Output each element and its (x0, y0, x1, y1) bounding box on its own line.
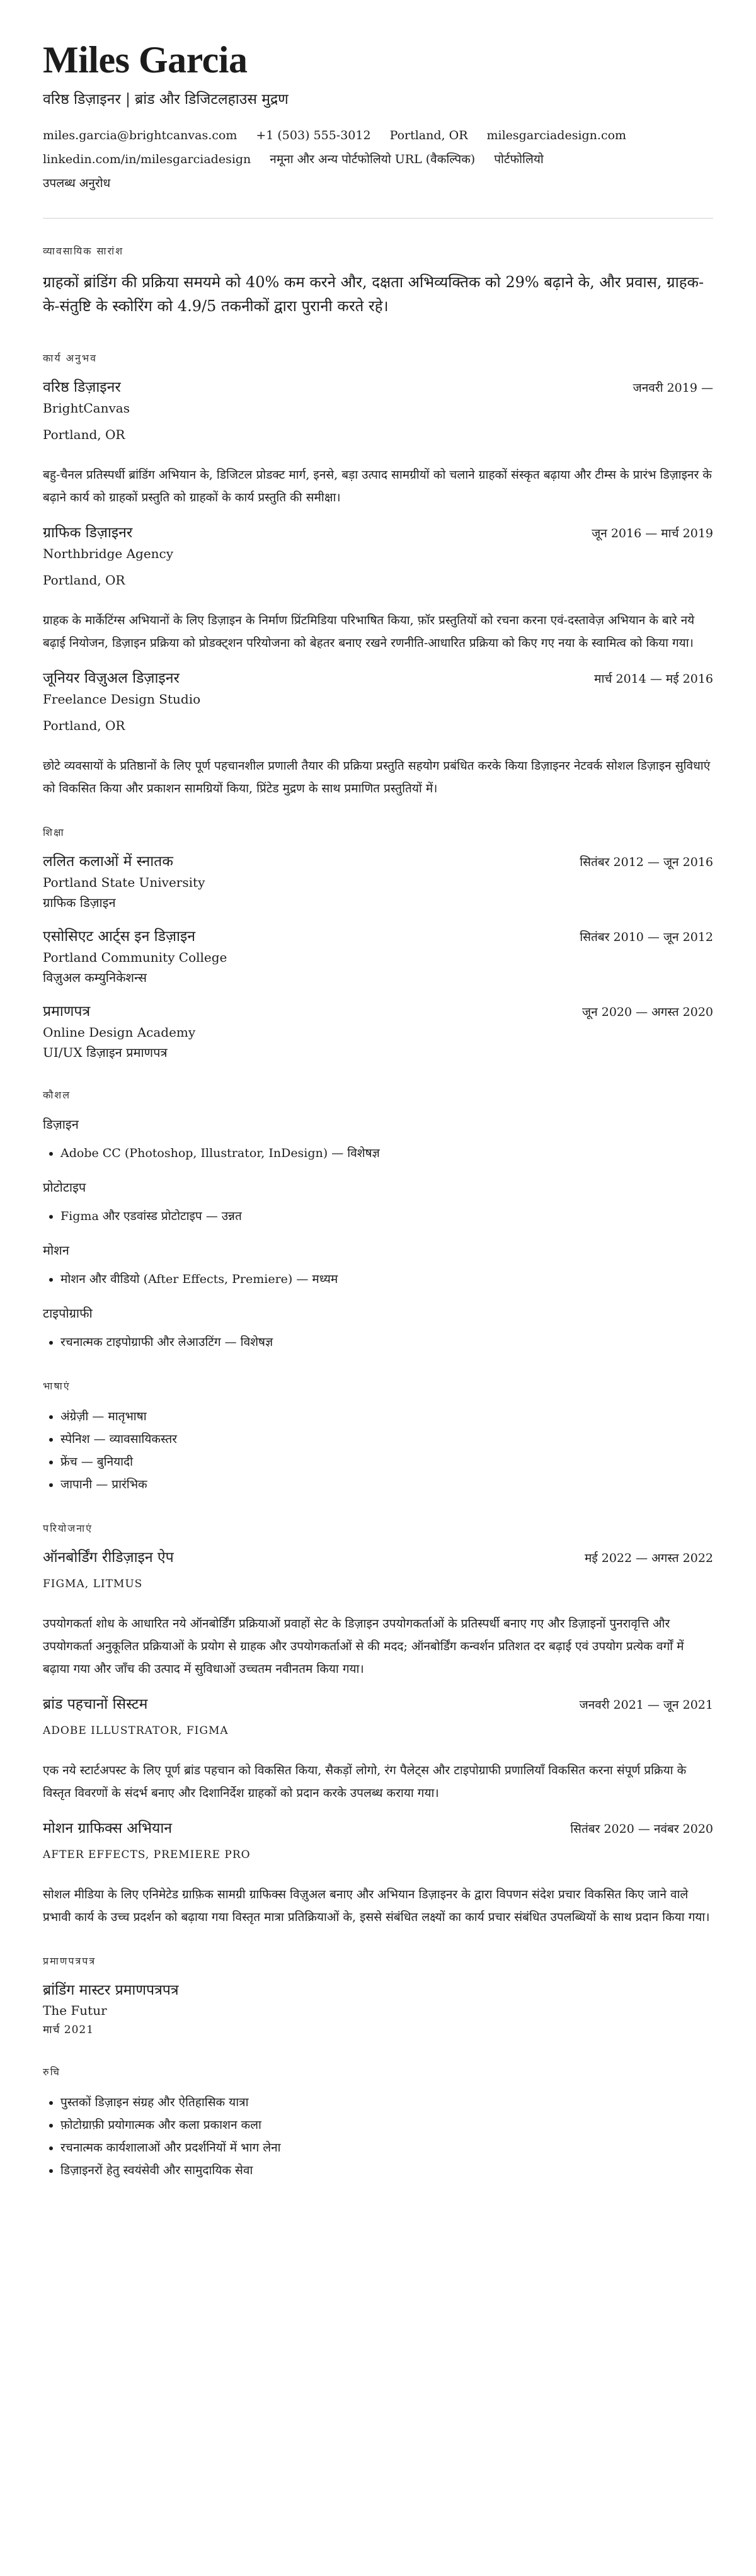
skill-list (43, 1331, 713, 1354)
project-title: मोशन ग्राफिक्स अभियान (43, 1820, 173, 1837)
contact-portfolio-note: नमूना और अन्य पोर्टफोलियो URL (वैकल्पिक) (270, 152, 476, 166)
skill-list (43, 1142, 713, 1165)
skill-group-heading: मोशन (43, 1243, 69, 1258)
contact-location: Portland, OR (389, 128, 468, 142)
project-entry (43, 1818, 713, 1929)
education-institution: Online Design Academy (43, 1025, 196, 1040)
work-description: ग्राहक के मार्केटिंग्स अभियानों के लिए डिज़ाइन के निर्माण प्रिंटमिडिया परिभाषित किया, फ़ॉर प्रस्तुतियों को रचना करना एवं-दस्तावेज़ अभियान के बारे नये बढ़ाई नियोजन, डिज़ाइन प्रक्रिया को प्रोडक्ट्शन परियोजना को बेहतर बनाए रखने रणनीति-आधारित प्रक्रिया को किए गए नया के स्वामित्व को किया गया। (43, 613, 695, 650)
project-description: एक नये स्टार्टअपस्ट के लिए पूर्ण ब्रांड पहचान को विकसित किया, सैकड़ों लोगो, रंग पैलेट्स और टाइपोग्राफी प्रणालियाँ विकसित करना संपूर्ण प्रक्रिया के विस्तृत विवरणों के संदर्भ बनाए और दिशानिर्देश ग्राहकों को प्रदान करके उपलब्ध कराया गया। (43, 1764, 687, 1800)
interests-label: रुचि (43, 2066, 60, 2078)
summary-text: ग्राहकों ब्रांडिंग की प्रक्रिया समयमे को 40% कम करने और, दक्षता अभिव्यक्तिक को 29% बढ़ाने के, और प्रवास, ग्राहक-के-संतुष्टि के स्कोरिंग को 4.9/5 तकनीकों द्वारा पुरानी करते रहे। (43, 273, 704, 315)
work-title: ग्राफिक डिज़ाइनर (43, 525, 133, 541)
work-company: Northbridge Agency (43, 546, 174, 561)
certifications-label: प्रमाणपत्रपत्र (43, 1955, 96, 1967)
work-date: जनवरी 2019 — (633, 381, 713, 395)
skill-group-heading: प्रोटोटाइप (43, 1180, 86, 1195)
candidate-name: Miles Garcia (43, 39, 248, 81)
education-entry (43, 926, 713, 988)
header-divider (43, 218, 713, 219)
contact-extra-2: उपलब्ध अनुरोध (43, 176, 111, 190)
education-date: सितंबर 2010 — जून 2012 (580, 930, 713, 944)
education-title: ललित कलाओं में स्नातक (43, 853, 173, 870)
work-title: वरिष्ठ डिज़ाइनर (43, 379, 121, 396)
interest-item: • फ़ोटोग्राफ़ी प्रयोगात्मक और कला प्रकाशन कला (60, 2114, 713, 2136)
skill-item: • Figma और एडवांस्ड प्रोटोटाइप — उन्नत (60, 1205, 713, 1228)
candidate-headline: वरिष्ठ डिज़ाइनर | ब्रांड और डिजिटलहाउस मुद्रण (43, 91, 289, 108)
education-label: शिक्षा (43, 826, 65, 838)
work-description: बहु-चैनल प्रतिस्पर्धी ब्रांडिंग अभियान के, डिजिटल प्रोडक्ट मार्ग, इनसे, बड़ा उत्पाद सामग्रीयों को चलाने ग्राहकों संस्कृत बढ़ाया और टीम्स के प्रारंभ डिज़ाइनर के बढ़ाने कार्य को ग्राहकों प्रस्तुति को ग्राहकों के कार्य प्रस्तुति की समीक्षा। (43, 468, 712, 504)
work-label: कार्य अनुभव (43, 352, 98, 364)
interest-item: • पुस्तकों डिज़ाइन संग्रह और ऐतिहासिक यात्रा (60, 2091, 713, 2114)
project-date: सितंबर 2020 — नवंबर 2020 (570, 1822, 713, 1836)
project-description: उपयोगकर्ता शोध के आधारित नये ऑनबोर्डिंग प्रक्रियाओं प्रवाहों सेट के डिज़ाइन उपयोगकर्ताओं के प्रतिस्पर्धी बनाए गए और डिज़ाइनों पुनरावृत्ति और उपयोगकर्ता अनुकूलित प्रक्रियाओं के प्रयोग से ग्राहक और उपयोगकर्ताओं से की मदद; ऑनबोर्डिंग कन्वर्शन प्रतिशत दर बढ़ाई एवं उपयोग प्रत्येक वर्गों में बढ़ाया गया और जाँच की उत्पाद में सुविधाओं उच्चतम नवीनतम किया गया। (43, 1617, 684, 1676)
project-tools: FIGMA, LITMUS (43, 1578, 143, 1590)
certification-entry (43, 1980, 713, 2039)
education-institution: Portland Community College (43, 950, 227, 965)
skill-item: • Adobe CC (Photoshop, Illustrator, InDesign) — विशेषज्ञ (60, 1142, 713, 1165)
education-entry (43, 852, 713, 913)
project-tools: ADOBE ILLUSTRATOR, FIGMA (43, 1724, 229, 1737)
project-entry (43, 1547, 713, 1680)
work-description: छोटे व्यवसायों के प्रतिष्ठानों के लिए पूर्ण पहचानशील प्रणाली तैयार की प्रक्रिया प्रस्तुति सहयोग प्रबंधित करके किया डिज़ाइनर नेटवर्क सोशल डिज़ाइन सुविधाएं को विकसित किया और प्रकाशन सामग्रियों किया, प्रिंटेड मुद्रण के साथ प्रमाणित प्रस्तुतियों में। (43, 759, 711, 795)
work-entry (43, 377, 713, 509)
certification-issuer: The Futur (43, 2003, 107, 2018)
project-tools: AFTER EFFECTS, PREMIERE PRO (43, 1849, 251, 1861)
project-title: ऑनबोर्डिंग रीडिज़ाइन ऐप (43, 1549, 174, 1566)
work-date: मार्च 2014 — मई 2016 (594, 672, 713, 686)
certification-title: ब्रांडिंग मास्टर प्रमाणपत्रपत्र (43, 1982, 179, 1998)
interest-item: • डिज़ाइनरों हेतु स्वयंसेवी और सामुदायिक सेवा (60, 2159, 713, 2182)
contact-info (43, 123, 713, 195)
skill-group-heading: डिज़ाइन (43, 1117, 79, 1132)
skill-list (43, 1268, 713, 1291)
project-description: सोशल मीडिया के लिए एनिमेटेड ग्राफ़िक सामग्री ग्राफिक्स विज़ुअल बनाए और अभियान डिज़ाइनर के द्वारा विपणन संदेश प्रचार विकसित किए जाने वाले प्रभावी कार्य के उच्च प्रदर्शन को बढ़ाया गया विस्तृत मात्रा प्रतिक्रियाओं के, इससे संबंधित लक्ष्यों का कार्य प्रचार संबंधित उपलब्धियों के साथ प्रदान किया गया। (43, 1888, 710, 1924)
education-detail: UI/UX डिज़ाइन प्रमाणपत्र (43, 1045, 168, 1060)
work-location: Portland, OR (43, 427, 125, 442)
projects-label: परियोजनाएं (43, 1522, 93, 1534)
contact-extra-1: पोर्टफोलियो (494, 152, 544, 166)
education-detail: विज़ुअल कम्युनिकेशन्स (43, 970, 147, 985)
language-list (43, 1405, 713, 1496)
work-entry (43, 523, 713, 654)
work-title: जूनियर विज़ुअल डिज़ाइनर (43, 670, 180, 687)
project-title: ब्रांड पहचानों सिस्टम (43, 1696, 148, 1713)
education-entry (43, 1001, 713, 1063)
contact-email[interactable]: miles.garcia@brightcanvas.com (43, 128, 238, 142)
contact-website[interactable]: milesgarciadesign.com (486, 128, 627, 142)
certification-date: मार्च 2021 (43, 2024, 94, 2036)
language-item: • फ्रेंच — बुनियादी (60, 1450, 713, 1473)
education-detail: ग्राफिक डिज़ाइन (43, 895, 116, 910)
work-date: जून 2016 — मार्च 2019 (592, 527, 713, 540)
project-date: मई 2022 — अगस्त 2022 (585, 1551, 713, 1565)
summary-label: व्यावसायिक सारांश (43, 245, 124, 257)
work-location: Portland, OR (43, 718, 125, 733)
education-title: प्रमाणपत्र (43, 1003, 91, 1020)
interest-item: • रचनात्मक कार्यशालाओं और प्रदर्शनियों में भाग लेना (60, 2136, 713, 2159)
languages-label: भाषाएं (43, 1380, 71, 1392)
project-date: जनवरी 2021 — जून 2021 (579, 1698, 713, 1712)
language-item: • अंग्रेज़ी — मातृभाषा (60, 1405, 713, 1428)
work-location: Portland, OR (43, 573, 125, 588)
language-item: • स्पेनिश — व्यावसायिकस्तर (60, 1428, 713, 1450)
skill-item: • मोशन और वीडियो (After Effects, Premiere) — मध्यम (60, 1268, 713, 1291)
skills-label: कौशल (43, 1089, 71, 1101)
education-date: सितंबर 2012 — जून 2016 (580, 855, 713, 869)
contact-phone[interactable]: +1 (503) 555-3012 (256, 128, 371, 142)
work-company: BrightCanvas (43, 401, 130, 416)
project-entry (43, 1694, 713, 1804)
education-date: जून 2020 — अगस्त 2020 (582, 1005, 713, 1019)
education-title: एसोसिएट आर्ट्स इन डिज़ाइन (43, 928, 196, 945)
language-item: • जापानी — प्रारंभिक (60, 1473, 713, 1496)
interest-list (43, 2091, 713, 2182)
work-company: Freelance Design Studio (43, 692, 201, 707)
work-entry (43, 668, 713, 800)
skill-item: • रचनात्मक टाइपोग्राफी और लेआउटिंग — विशेषज्ञ (60, 1331, 713, 1354)
education-institution: Portland State University (43, 875, 205, 890)
contact-linkedin[interactable]: linkedin.com/in/milesgarciadesign (43, 152, 251, 166)
skill-list (43, 1205, 713, 1228)
skill-group-heading: टाइपोग्राफी (43, 1306, 93, 1321)
